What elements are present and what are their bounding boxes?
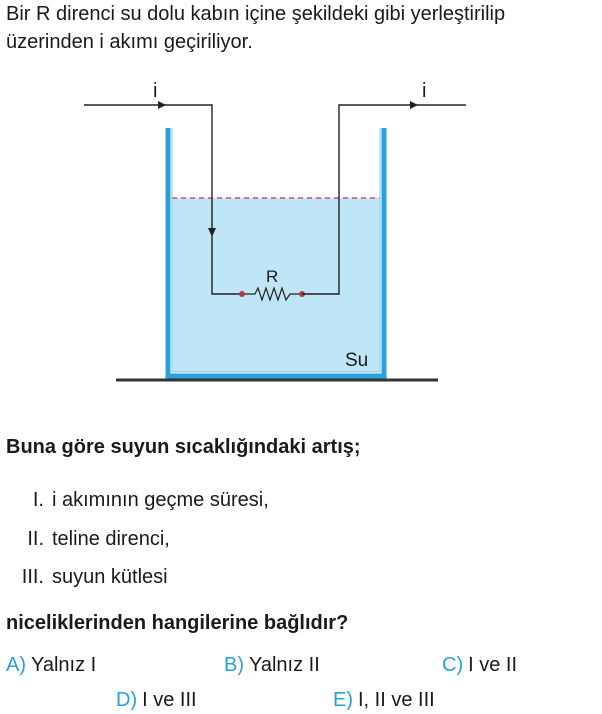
statement-text: i akımının geçme süresi, xyxy=(52,489,269,511)
current-in-label: i xyxy=(153,80,158,102)
statement-number: II. xyxy=(27,528,44,550)
statement-text: teline direnci, xyxy=(52,528,170,550)
statement-item-3 xyxy=(0,566,168,589)
option-e[interactable] xyxy=(333,689,435,712)
experiment-figure xyxy=(0,70,602,400)
option-d[interactable] xyxy=(116,689,197,712)
experiment-diagram xyxy=(0,70,602,400)
option-letter: E) xyxy=(333,689,353,711)
water-label: Su xyxy=(345,350,369,371)
option-letter: B) xyxy=(224,654,244,676)
option-b[interactable] xyxy=(224,654,320,677)
current-arrow-out-icon xyxy=(410,101,418,109)
resistor-label: R xyxy=(266,267,279,286)
problem-statement-line-2: üzerinden i akımı geçiriliyor. xyxy=(6,31,253,53)
option-text: I ve II xyxy=(468,654,518,676)
option-text: I, II ve III xyxy=(358,689,435,711)
current-out-label: i xyxy=(422,80,427,102)
statement-item-1 xyxy=(0,489,269,512)
question-followup: niceliklerinden hangilerine bağlıdır? xyxy=(6,612,349,634)
statement-number: III. xyxy=(21,566,44,588)
option-text: Yalnız II xyxy=(249,654,320,676)
statement-text: suyun kütlesi xyxy=(52,566,168,588)
current-arrow-in-icon xyxy=(158,101,166,109)
problem-statement xyxy=(6,0,600,56)
resistor-node-left xyxy=(239,291,245,297)
problem-statement-line-1: Bir R direnci su dolu kabın içine şekildeki gibi yerleştirilip xyxy=(6,3,506,25)
option-text: I ve III xyxy=(142,689,197,711)
option-letter: C) xyxy=(442,654,464,676)
option-c[interactable] xyxy=(442,654,517,677)
option-text: Yalnız I xyxy=(31,654,97,676)
statement-number: I. xyxy=(32,489,44,511)
option-letter: A) xyxy=(6,654,26,676)
option-a[interactable] xyxy=(6,654,96,677)
option-letter: D) xyxy=(116,689,138,711)
question-prompt: Buna göre suyun sıcaklığındaki artış; xyxy=(6,436,361,458)
statement-item-2 xyxy=(0,528,170,551)
